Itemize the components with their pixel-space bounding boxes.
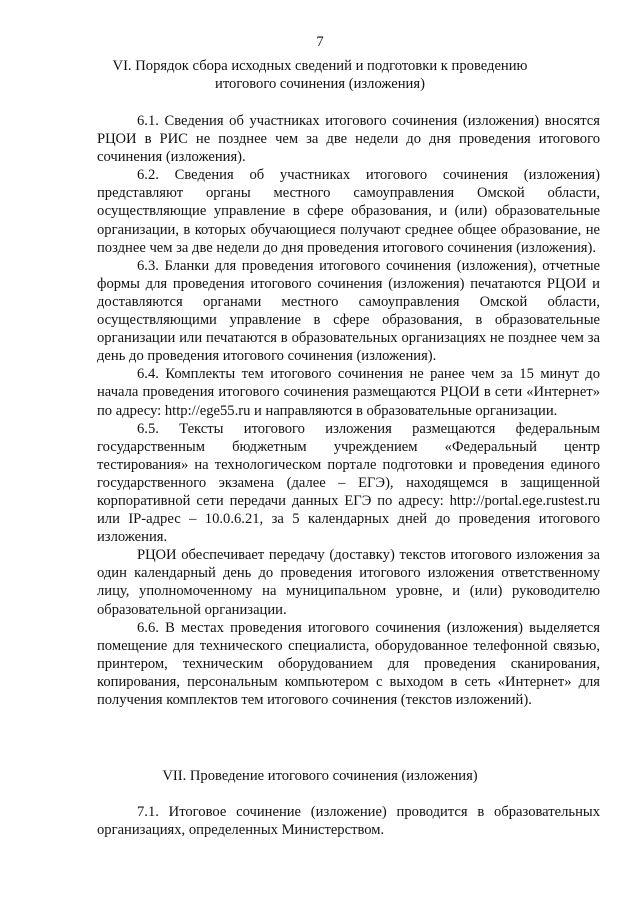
paragraph-6-6: 6.6. В местах проведения итогового сочинения (изложения) выделяется помещение для технического специалиста, оборудованное телефонной связью, принтером, техническим оборудованием для проведения сканирования, копирования, персональным компьютером с выходом в сеть «Интернет» для получения комплектов тем итогового сочинения (текстов изложений). <box>97 619 600 708</box>
section-7-body <box>97 803 600 839</box>
paragraph-6-5: 6.5. Тексты итогового изложения размещаются федеральным государственным бюджетным учреждением «Федеральный центр тестирования» на технологическом портале подготовки и проведения единого государственного экзамена (далее – ЕГЭ), находящемся в защищенной корпоративной сети передачи данных ЕГЭ по адресу: http://portal.ege.rustest.ru или IP-адрес – 10.0.6.21, за 5 календарных дней до проведения итогового изложения. <box>97 420 600 546</box>
paragraph-6-1: 6.1. Сведения об участниках итогового сочинения (изложения) вносятся РЦОИ в РИС не позднее чем за две недели до дня проведения итогового сочинения (изложения). <box>97 113 600 166</box>
paragraph-6-3: 6.3. Бланки для проведения итогового сочинения (изложения), отчетные формы для проведения итогового сочинения (изложения) печатаются РЦОИ и доставляются органами местного самоуправления Омской области, осуществляющими управление в сфере образования, в образовательные организации или печатаются в образовательных организациях не позднее чем за день до проведения итогового сочинения (изложения). <box>97 257 600 365</box>
section-6-heading: VI. Порядок сбора исходных сведений и подготовки к проведению итогового сочинения (изложения) <box>112 58 528 92</box>
paragraph-6-2: 6.2. Сведения об участниках итогового сочинения (изложения) представляют органы местного самоуправления Омской области, осуществляющие управление в сфере образования, и (или) образовательные организации, в которых обучающиеся получают среднее общее образование, не позднее чем за две недели до дня проведения итогового сочинения (изложения). <box>97 167 600 256</box>
page-number: 7 <box>316 34 324 50</box>
paragraph-7-1: 7.1. Итоговое сочинение (изложение) проводится в образовательных организациях, определенных Министерством. <box>97 804 600 839</box>
section-6-body <box>97 112 600 709</box>
paragraph-6-4: 6.4. Комплекты тем итогового сочинения не ранее чем за 15 минут до начала проведения итогового сочинения размещаются РЦОИ в сети «Интернет» по адресу: http://ege55.ru и направляются в образовательные организации. <box>97 366 600 419</box>
section-7-heading: VII. Проведение итогового сочинения (изложения) <box>162 768 478 784</box>
paragraph-6-5-rcoi: РЦОИ обеспечивает передачу (доставку) текстов итогового изложения за один календарный день до проведения итогового изложения ответственному лицу, уполномоченному на муниципальном уровне, и (или) руководителю образовательной организации. <box>97 547 600 618</box>
